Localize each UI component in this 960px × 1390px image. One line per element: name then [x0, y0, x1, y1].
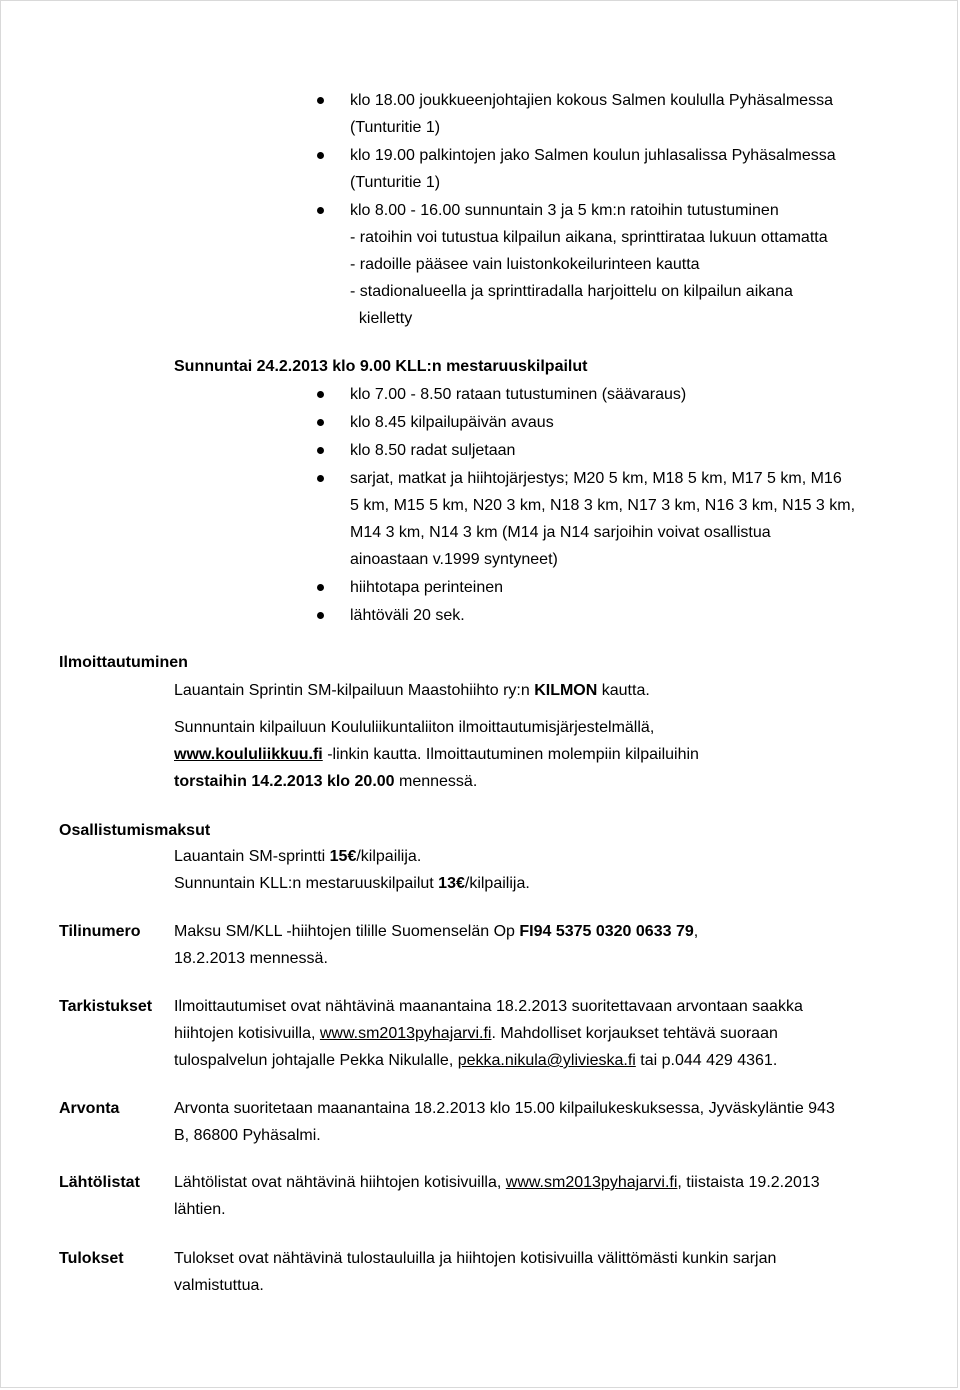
sunday-heading: Sunnuntai 24.2.2013 klo 9.00 KLL:n mestaruuskilpailut — [174, 358, 588, 375]
schedule-line: kielletty — [350, 310, 413, 327]
text-segment: Sunnuntain KLL:n mestaruuskilpailut — [174, 875, 439, 892]
sm2013-link[interactable]: www.sm2013pyhajarvi.fi — [505, 1174, 678, 1191]
iban-bold: FI94 5375 0320 0633 79 — [519, 923, 694, 940]
fee-amount: 15 — [329, 848, 348, 865]
registration-sunday-text: Sunnuntain kilpailuun Koululiikuntaliiton ilmoittautumisjärjestelmällä, — [174, 719, 655, 736]
bullet-icon — [317, 447, 324, 454]
schedule-line: klo 8.45 kilpailupäivän avaus — [350, 414, 554, 431]
text-segment: , tiistaista 19.2.2013 — [677, 1174, 820, 1191]
bullet-icon — [317, 584, 324, 591]
schedule-line: (Tunturitie 1) — [350, 119, 441, 136]
registration-label: Ilmoittautuminen — [59, 654, 188, 671]
bullet-icon — [317, 207, 324, 214]
euro-icon: € — [455, 875, 465, 892]
schedule-line: - stadionalueella ja sprinttiradalla harjoittelu on kilpailun aikana — [350, 283, 793, 300]
checks-line — [174, 1024, 778, 1044]
draw-line: B, 86800 Pyhäsalmi. — [174, 1127, 321, 1144]
schedule-line: - ratoihin voi tutustua kilpailun aikana, sprinttirataa lukuun ottamatta — [350, 229, 828, 246]
text-segment: . Mahdolliset korjaukset tehtävä suoraan — [491, 1025, 778, 1042]
bullet-icon — [317, 97, 324, 104]
schedule-line: klo 7.00 - 8.50 rataan tutustuminen (säävaraus) — [350, 386, 687, 403]
schedule-line: M14 3 km, N14 3 km (M14 ja N14 sarjoihin voivat osallistua — [350, 524, 771, 541]
text-segment: Lauantain SM-sprintti — [174, 848, 330, 865]
account-label: Tilinumero — [59, 923, 141, 940]
fee-amount: 13 — [438, 875, 456, 892]
schedule-line: lähtöväli 20 sek. — [350, 607, 465, 624]
checks-line: Ilmoittautumiset ovat nähtävinä maanantaina 18.2.2013 suoritettavaan arvontaan saakka — [174, 998, 803, 1015]
bullet-icon — [317, 419, 324, 426]
checks-label: Tarkistukset — [59, 998, 153, 1015]
schedule-line: - radoille pääsee vain luistonkokeilurinteen kautta — [350, 256, 700, 273]
text-segment: Lauantain Sprintin SM-kilpailuun Maastohiihto ry:n — [174, 682, 535, 699]
fee-saturday — [174, 847, 421, 867]
registration-link-line — [174, 745, 699, 765]
checks-line — [174, 1051, 777, 1071]
schedule-line: klo 18.00 joukkueenjohtajien kokous Salmen koululla Pyhäsalmessa — [350, 92, 833, 109]
bullet-icon — [317, 475, 324, 482]
fees-label: Osallistumismaksut — [59, 822, 211, 839]
schedule-line: sarjat, matkat ja hiihtojärjestys; M20 5 km, M18 5 km, M17 5 km, M16 — [350, 470, 842, 487]
text-segment: kautta. — [597, 682, 650, 699]
schedule-line: (Tunturitie 1) — [350, 174, 441, 191]
text-segment: -linkin kautta. Ilmoittautuminen molempiin kilpailuihin — [322, 746, 699, 763]
schedule-line: 5 km, M15 5 km, N20 3 km, N18 3 km, N17 3 km, N16 3 km, N15 3 km, — [350, 497, 856, 514]
text-segment: tulospalvelun johtajalle Pekka Nikulalle, — [174, 1052, 458, 1069]
kilmon-bold: KILMON — [534, 682, 598, 699]
text-segment: tai p.044 429 4361. — [635, 1052, 778, 1069]
text-segment: /kilpailija. — [464, 875, 530, 892]
draw-line: Arvonta suoritetaan maanantaina 18.2.2013 klo 15.00 kilpailukeskuksessa, Jyväskyläntie 943 — [174, 1100, 835, 1117]
results-label: Tulokset — [59, 1250, 124, 1267]
fee-sunday — [174, 874, 530, 894]
schedule-line: klo 8.50 radat suljetaan — [350, 442, 516, 459]
registration-saturday-text — [174, 681, 650, 701]
text-segment: /kilpailija. — [356, 848, 422, 865]
deadline-bold: torstaihin 14.2.2013 klo 20.00 — [174, 773, 395, 790]
account-text — [174, 922, 698, 942]
bullet-icon — [317, 391, 324, 398]
startlists-line: lähtien. — [174, 1201, 226, 1218]
email-link[interactable]: pekka.nikula@ylivieska.fi — [457, 1052, 636, 1069]
draw-label: Arvonta — [59, 1100, 120, 1117]
schedule-line: klo 19.00 palkintojen jako Salmen koulun juhlasalissa Pyhäsalmessa — [350, 147, 836, 164]
euro-icon: € — [347, 848, 357, 865]
startlists-line — [174, 1173, 820, 1193]
text-segment: mennessä. — [394, 773, 478, 790]
text-segment: hiihtojen kotisivuilla, — [174, 1025, 320, 1042]
results-line: Tulokset ovat nähtävinä tulostauluilla ja hiihtojen kotisivuilla välittömästi kunkin sarjan — [174, 1250, 777, 1267]
startlists-label: Lähtölistat — [59, 1174, 140, 1191]
account-deadline: 18.2.2013 mennessä. — [174, 950, 328, 967]
koululiikkuu-link[interactable]: www.koululiikkuu.fi — [174, 746, 323, 763]
text-segment: , — [693, 923, 699, 940]
schedule-line: ainoastaan v.1999 syntyneet) — [350, 551, 558, 568]
sm2013-link[interactable]: www.sm2013pyhajarvi.fi — [319, 1025, 492, 1042]
text-segment: Lähtölistat ovat nähtävinä hiihtojen kotisivuilla, — [174, 1174, 506, 1191]
schedule-line: hiihtotapa perinteinen — [350, 579, 504, 596]
schedule-line: klo 8.00 - 16.00 sunnuntain 3 ja 5 km:n ratoihin tutustuminen — [350, 202, 779, 219]
results-line: valmistuttua. — [174, 1277, 264, 1294]
registration-deadline-line — [174, 772, 477, 792]
bullet-icon — [317, 152, 324, 159]
text-segment: Maksu SM/KLL -hiihtojen tilille Suomenselän Op — [174, 923, 520, 940]
bullet-icon — [317, 612, 324, 619]
